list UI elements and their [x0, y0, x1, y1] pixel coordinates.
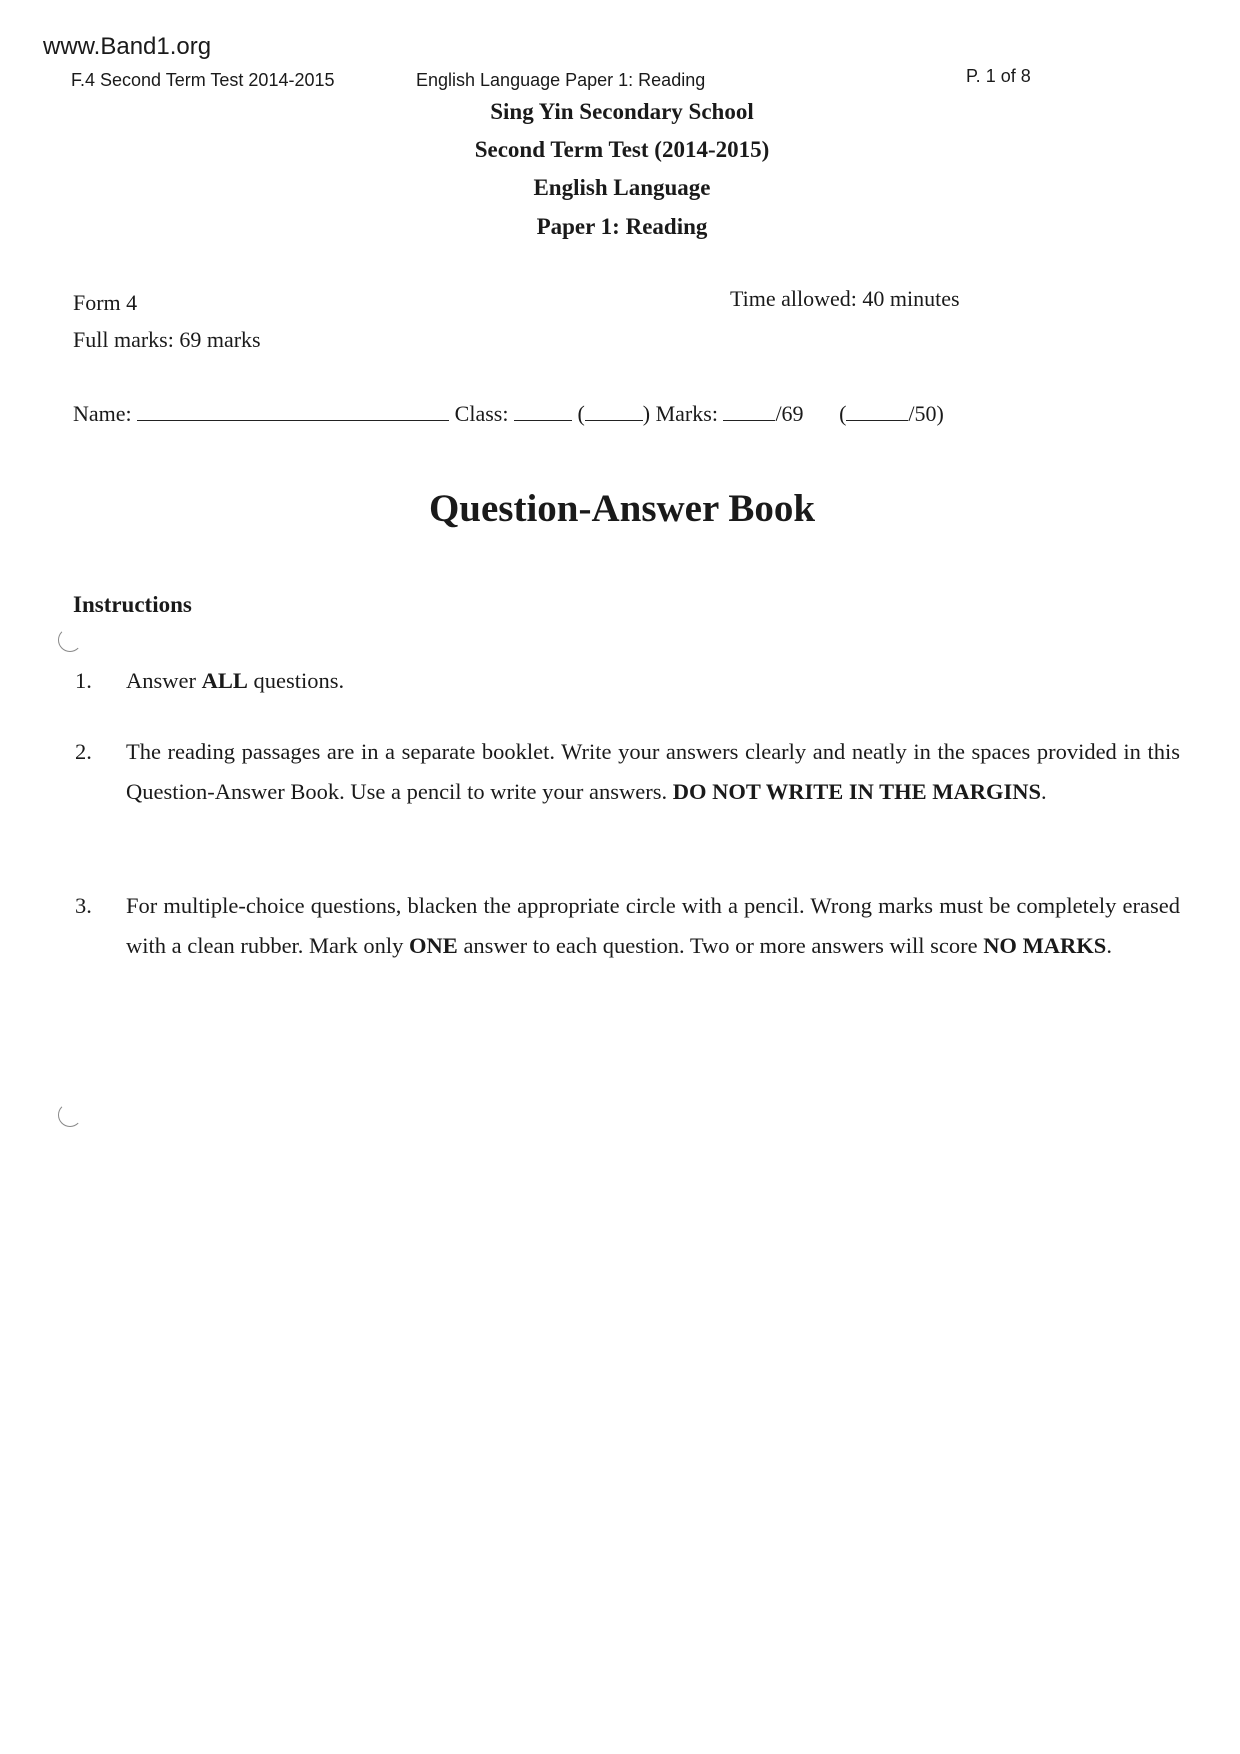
school-name: Sing Yin Secondary School: [490, 99, 754, 124]
watermark-url: www.Band1.org: [43, 33, 212, 60]
emphasis: NO MARKS: [983, 933, 1107, 958]
punch-hole-mark: [58, 628, 82, 652]
open-paren: (: [577, 401, 585, 426]
emphasis: ALL: [201, 668, 248, 693]
text: The reading passages are in a separate booklet. Write your answers clearly and neatly in the spaces provided in this Question-Answer Book. Use a pencil to write your answers.: [126, 739, 1180, 804]
class-label: Class:: [454, 401, 509, 426]
paper-name: Paper 1: Reading: [536, 214, 708, 239]
header-test-name: F.4 Second Term Test 2014-2015: [71, 70, 335, 90]
form-level: Form 4: [73, 290, 138, 315]
text: .: [1106, 933, 1112, 958]
test-name: Second Term Test (2014-2015): [474, 137, 770, 162]
instructions-heading: Instructions: [73, 592, 192, 617]
text: Answer: [126, 668, 202, 693]
item-number: 2.: [75, 739, 92, 764]
marks-total-50: /50): [908, 401, 944, 426]
emphasis: ONE: [409, 933, 458, 958]
item-number: 3.: [75, 893, 92, 918]
text: questions.: [247, 668, 345, 693]
text: .: [1040, 779, 1047, 804]
marks-total-69: /69: [775, 401, 804, 426]
name-field[interactable]: [137, 400, 449, 421]
scaled-marks-field[interactable]: [846, 400, 908, 421]
subject-name: English Language: [533, 175, 711, 200]
close-paren: ): [642, 401, 651, 426]
instruction-item-3: [75, 886, 1180, 966]
time-allowed: Time allowed: 40 minutes: [730, 286, 960, 311]
instruction-item-2: [75, 732, 1180, 812]
item-number: 1.: [75, 668, 92, 693]
book-title: Question-Answer Book: [428, 487, 816, 530]
marks-field[interactable]: [723, 400, 775, 421]
instruction-item-1: [75, 661, 1180, 701]
class-field[interactable]: [514, 400, 572, 421]
student-info-fields: [73, 400, 944, 427]
name-label: Name:: [73, 401, 132, 426]
class-number-field[interactable]: [585, 400, 643, 421]
text: answer to each question. Two or more answers will score: [457, 933, 984, 958]
page-number: P. 1 of 8: [966, 66, 1031, 86]
header-paper-name: English Language Paper 1: Reading: [416, 70, 706, 90]
emphasis: DO NOT WRITE IN THE MARGINS: [672, 779, 1041, 804]
open-paren-2: (: [839, 401, 847, 426]
punch-hole-mark: [58, 1103, 82, 1127]
text: For multiple-choice questions, blacken the appropriate circle with a pencil. Wrong marks must be completely erased with a clean rubber. Mark only: [126, 893, 1180, 958]
full-marks: Full marks: 69 marks: [73, 327, 261, 352]
marks-label: Marks:: [655, 401, 718, 426]
